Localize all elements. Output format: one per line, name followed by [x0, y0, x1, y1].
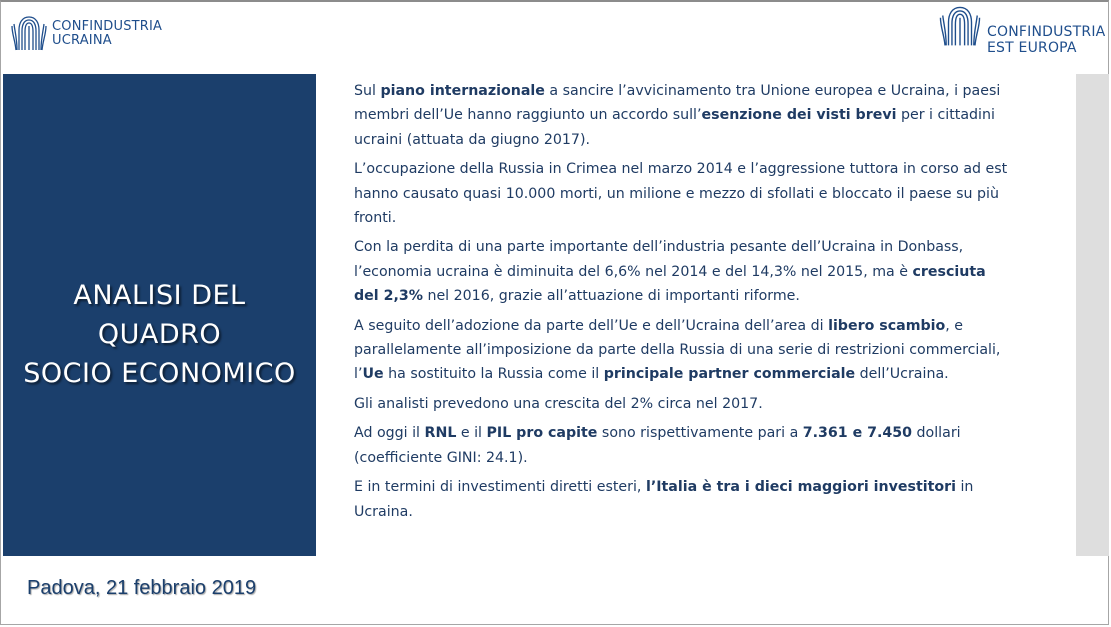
text-run: Ad oggi il [354, 425, 425, 442]
paragraph-crimea: L’occupazione della Russia in Crimea nel marzo 2014 e l’aggressione tuttora in corso ad est hanno causato quasi 10.000 morti, un milione e mezzo di sfollati e bloccato il paese su più fronti. [354, 161, 1008, 227]
slide-title-line3: SOCIO ECONOMICO [23, 357, 296, 389]
text-run: ha sostituito la Russia come il [383, 366, 604, 383]
bold-run: l’Italia è tra i dieci maggiori investitori [645, 479, 956, 496]
text-run: dell’Ucraina. [855, 366, 949, 383]
text-run: in Ucraina. [354, 479, 974, 520]
text-run: Con la perdita di una parte importante dell’industria pesante dell’Ucraina in Donbass, l’economia ucraina è diminuita del 6,6% nel 2014 e del 14,3% nel 2015, ma è [354, 239, 964, 280]
title-panel [3, 74, 316, 556]
text-run: e il [456, 425, 487, 442]
paragraph-investments [354, 475, 1014, 524]
paragraph-economy [354, 235, 1014, 308]
bold-run: PIL pro capite [486, 425, 598, 442]
slide-title-line1: ANALISI DEL [73, 279, 246, 311]
text-run: per i cittadini ucraini (attuata da giugno 2017). [354, 107, 995, 148]
logo-confindustria-ucraina [10, 14, 162, 54]
logo-right-line1: CONFINDUSTRIA [987, 24, 1106, 40]
logo-confindustria-est-europa [937, 4, 1106, 56]
paragraph-forecast: Gli analisti prevedono una crescita del 2% circa nel 2017. [354, 395, 763, 412]
confindustria-emblem-icon [10, 14, 48, 54]
logo-left-line2: UCRAINA [52, 33, 112, 48]
slide-title-line2: QUADRO [97, 318, 222, 350]
text-run: sono rispettivamente pari a [597, 425, 803, 442]
bold-run: principale partner commerciale [603, 366, 856, 383]
logo-right-text [987, 24, 1105, 56]
bold-run: RNL [424, 425, 457, 442]
slide-title [23, 276, 296, 393]
body-text [354, 79, 1014, 529]
text-run: Sul [354, 83, 381, 99]
bold-run: esenzione dei visti brevi [701, 107, 897, 124]
footer-date-location: Padova, 21 febbraio 2019 [27, 577, 257, 599]
paragraph-international [354, 79, 1014, 152]
text-run: dollari (coefficiente GINI: 24.1). [354, 425, 961, 466]
bold-run: cresciuta del 2,3% [354, 263, 986, 305]
bold-run: Ue [362, 366, 384, 383]
logo-left-text [52, 20, 162, 48]
bold-run: piano internazionale [380, 83, 545, 99]
text-run: , e parallelamente all’imposizione da parte della Russia di una serie di restrizioni commerciali, l’ [354, 317, 1001, 383]
logo-right-line2: EST EUROPA [987, 40, 1077, 56]
decorative-side-strip [1076, 74, 1109, 556]
text-run: E in termini di investimenti diretti esteri, [354, 479, 646, 496]
paragraph-income [354, 421, 1014, 470]
confindustria-emblem-icon [937, 4, 983, 50]
bold-run: 7.361 e 7.450 [802, 425, 913, 442]
bold-run: libero scambio [828, 317, 946, 334]
paragraph-trade [354, 314, 1014, 387]
text-run: nel 2016, grazie all’attuazione di importanti riforme. [422, 288, 800, 305]
text-run: a sancire l’avvicinamento tra Unione europea e Ucraina, i paesi membri dell’Ue hanno raggiunto un accordo sull’ [354, 83, 1001, 124]
text-run: A seguito dell’adozione da parte dell’Ue e dell’Ucraina dell’area di [354, 317, 829, 334]
logo-left-line1: CONFINDUSTRIA [52, 19, 163, 34]
